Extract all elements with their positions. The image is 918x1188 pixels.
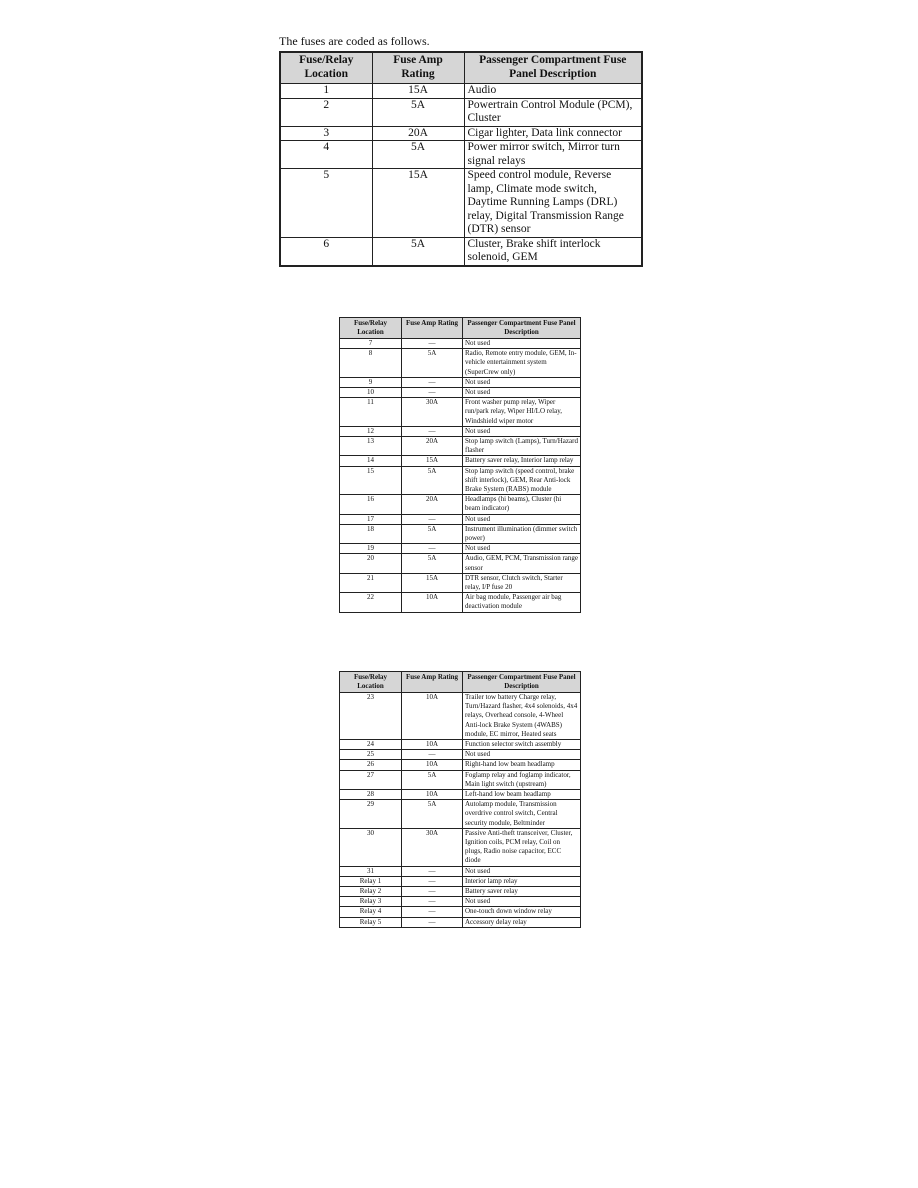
- table-row: [340, 544, 581, 554]
- cell-location: 13: [340, 437, 402, 456]
- cell-location: 23: [340, 693, 402, 740]
- table-row: [340, 917, 581, 927]
- table-row: [340, 426, 581, 436]
- table-row: [340, 466, 581, 495]
- cell-description: Powertrain Control Module (PCM), Cluster: [464, 98, 642, 126]
- table-row: [340, 760, 581, 770]
- cell-rating: 5A: [402, 770, 463, 789]
- header-description: Passenger Compartment Fuse Panel Description: [464, 52, 642, 84]
- table-row: [340, 790, 581, 800]
- table-row: [340, 495, 581, 514]
- cell-rating: —: [402, 544, 463, 554]
- table-row: [340, 800, 581, 829]
- header-location: Fuse/Relay Location: [340, 672, 402, 693]
- cell-description: Not used: [463, 750, 581, 760]
- cell-location: 12: [340, 426, 402, 436]
- cell-location: 24: [340, 740, 402, 750]
- table-row: [340, 750, 581, 760]
- cell-description: Passive Anti-theft transceiver, Cluster, Ignition coils, PCM relay, Coil on plugs, Radio noise capacitor, ECC diode: [463, 828, 581, 866]
- cell-rating: 5A: [402, 524, 463, 543]
- cell-description: Cluster, Brake shift interlock solenoid, GEM: [464, 237, 642, 266]
- cell-location: 2: [280, 98, 372, 126]
- cell-description: Foglamp relay and foglamp indicator, Main light switch (upstream): [463, 770, 581, 789]
- header-description: Passenger Compartment Fuse Panel Description: [463, 318, 581, 339]
- cell-description: Audio, GEM, PCM, Transmission range sensor: [463, 554, 581, 573]
- table-header-row: [280, 52, 642, 84]
- cell-description: DTR sensor, Clutch switch, Starter relay, I/P fuse 20: [463, 573, 581, 592]
- cell-location: Relay 3: [340, 897, 402, 907]
- cell-location: 9: [340, 377, 402, 387]
- cell-location: 4: [280, 141, 372, 169]
- cell-location: 14: [340, 456, 402, 466]
- cell-rating: 15A: [372, 169, 464, 238]
- cell-location: 3: [280, 126, 372, 141]
- header-rating: Fuse Amp Rating: [372, 52, 464, 84]
- table-row: [340, 593, 581, 612]
- table-row: [340, 388, 581, 398]
- cell-description: Audio: [464, 84, 642, 99]
- cell-location: 1: [280, 84, 372, 99]
- cell-rating: 5A: [402, 466, 463, 495]
- cell-location: 26: [340, 760, 402, 770]
- cell-rating: 20A: [402, 437, 463, 456]
- table-row: [340, 514, 581, 524]
- table-row: [280, 169, 642, 238]
- cell-description: Interior lamp relay: [463, 876, 581, 886]
- cell-rating: 5A: [402, 554, 463, 573]
- cell-rating: 15A: [402, 573, 463, 592]
- cell-rating: 15A: [372, 84, 464, 99]
- cell-location: 11: [340, 398, 402, 427]
- header-rating: Fuse Amp Rating: [402, 318, 463, 339]
- cell-location: 8: [340, 349, 402, 378]
- table-row: [340, 828, 581, 866]
- cell-description: Air bag module, Passenger air bag deactivation module: [463, 593, 581, 612]
- cell-description: Headlamps (hi beams), Cluster (hi beam indicator): [463, 495, 581, 514]
- cell-rating: —: [402, 887, 463, 897]
- cell-description: Radio, Remote entry module, GEM, In-vehicle entertainment system (SuperCrew only): [463, 349, 581, 378]
- table-row: [340, 740, 581, 750]
- cell-description: Function selector switch assembly: [463, 740, 581, 750]
- cell-rating: 30A: [402, 398, 463, 427]
- header-description: Passenger Compartment Fuse Panel Description: [463, 672, 581, 693]
- table-row: [340, 897, 581, 907]
- cell-description: Not used: [463, 897, 581, 907]
- cell-location: 18: [340, 524, 402, 543]
- table-header-row: [340, 318, 581, 339]
- cell-rating: 20A: [402, 495, 463, 514]
- cell-rating: 10A: [402, 693, 463, 740]
- cell-description: Cigar lighter, Data link connector: [464, 126, 642, 141]
- cell-location: Relay 4: [340, 907, 402, 917]
- table-row: [280, 84, 642, 99]
- cell-rating: 5A: [372, 141, 464, 169]
- cell-rating: 10A: [402, 760, 463, 770]
- cell-location: 17: [340, 514, 402, 524]
- table-row: [340, 693, 581, 740]
- table-row: [340, 770, 581, 789]
- table-row: [340, 437, 581, 456]
- cell-rating: —: [402, 866, 463, 876]
- cell-description: Left-hand low beam headlamp: [463, 790, 581, 800]
- table-row: [340, 377, 581, 387]
- cell-description: Not used: [463, 339, 581, 349]
- cell-rating: —: [402, 876, 463, 886]
- cell-location: 28: [340, 790, 402, 800]
- table-row: [340, 554, 581, 573]
- cell-description: Stop lamp switch (Lamps), Turn/Hazard flasher: [463, 437, 581, 456]
- cell-location: 22: [340, 593, 402, 612]
- cell-rating: —: [402, 388, 463, 398]
- cell-rating: —: [402, 907, 463, 917]
- cell-location: 21: [340, 573, 402, 592]
- cell-location: 10: [340, 388, 402, 398]
- header-location: Fuse/Relay Location: [340, 318, 402, 339]
- cell-location: 27: [340, 770, 402, 789]
- table-row: [340, 349, 581, 378]
- intro-text: The fuses are coded as follows.: [279, 34, 430, 48]
- cell-description: Autolamp module, Transmission overdrive control switch, Central security module, Beltminder: [463, 800, 581, 829]
- cell-description: Stop lamp switch (speed control, brake shift interlock), GEM, Rear Anti-lock Brake System (RABS) module: [463, 466, 581, 495]
- cell-description: Accessory delay relay: [463, 917, 581, 927]
- table-row: [280, 237, 642, 266]
- cell-location: 29: [340, 800, 402, 829]
- cell-location: 30: [340, 828, 402, 866]
- table-header-row: [340, 672, 581, 693]
- cell-rating: —: [402, 339, 463, 349]
- cell-rating: 5A: [402, 349, 463, 378]
- cell-description: Trailer tow battery Charge relay, Turn/Hazard flasher, 4x4 solenoids, 4x4 relays, Overhead console, 4-Wheel Anti-lock Brake System (4WABS) module, EC mirror, Heated seats: [463, 693, 581, 740]
- cell-rating: 30A: [402, 828, 463, 866]
- table-row: [280, 98, 642, 126]
- table-row: [340, 866, 581, 876]
- table-row: [340, 456, 581, 466]
- cell-rating: 10A: [402, 593, 463, 612]
- cell-description: Instrument illumination (dimmer switch power): [463, 524, 581, 543]
- cell-location: Relay 5: [340, 917, 402, 927]
- fuse-table-3: [339, 671, 581, 928]
- cell-location: 20: [340, 554, 402, 573]
- table-row: [340, 398, 581, 427]
- cell-rating: —: [402, 750, 463, 760]
- cell-location: 31: [340, 866, 402, 876]
- cell-location: 15: [340, 466, 402, 495]
- cell-location: 19: [340, 544, 402, 554]
- table-row: [340, 339, 581, 349]
- cell-description: Power mirror switch, Mirror turn signal relays: [464, 141, 642, 169]
- cell-rating: 5A: [402, 800, 463, 829]
- cell-location: 7: [340, 339, 402, 349]
- cell-description: Not used: [463, 377, 581, 387]
- cell-rating: —: [402, 897, 463, 907]
- cell-location: Relay 1: [340, 876, 402, 886]
- cell-location: Relay 2: [340, 887, 402, 897]
- cell-description: Not used: [463, 866, 581, 876]
- cell-rating: 5A: [372, 237, 464, 266]
- cell-location: 16: [340, 495, 402, 514]
- cell-description: Battery saver relay: [463, 887, 581, 897]
- cell-description: Not used: [463, 514, 581, 524]
- cell-description: Right-hand low beam headlamp: [463, 760, 581, 770]
- cell-rating: 15A: [402, 456, 463, 466]
- cell-description: Not used: [463, 388, 581, 398]
- cell-description: One-touch down window relay: [463, 907, 581, 917]
- cell-description: Not used: [463, 426, 581, 436]
- table-row: [340, 887, 581, 897]
- cell-rating: 5A: [372, 98, 464, 126]
- cell-description: Speed control module, Reverse lamp, Climate mode switch, Daytime Running Lamps (DRL) relay, Digital Transmission Range (DTR) sensor: [464, 169, 642, 238]
- table-row: [340, 876, 581, 886]
- header-location: Fuse/Relay Location: [280, 52, 372, 84]
- cell-rating: 20A: [372, 126, 464, 141]
- cell-rating: 10A: [402, 740, 463, 750]
- table-row: [340, 573, 581, 592]
- fuse-table-2: [339, 317, 581, 613]
- cell-description: Front washer pump relay, Wiper run/park relay, Wiper HI/LO relay, Windshield wiper motor: [463, 398, 581, 427]
- fuse-table-1: [279, 51, 643, 267]
- cell-rating: —: [402, 514, 463, 524]
- cell-location: 5: [280, 169, 372, 238]
- table-row: [280, 126, 642, 141]
- cell-rating: —: [402, 426, 463, 436]
- cell-rating: —: [402, 917, 463, 927]
- header-rating: Fuse Amp Rating: [402, 672, 463, 693]
- table-row: [280, 141, 642, 169]
- cell-location: 25: [340, 750, 402, 760]
- cell-description: Not used: [463, 544, 581, 554]
- cell-rating: —: [402, 377, 463, 387]
- cell-location: 6: [280, 237, 372, 266]
- table-row: [340, 524, 581, 543]
- cell-description: Battery saver relay, Interior lamp relay: [463, 456, 581, 466]
- cell-rating: 10A: [402, 790, 463, 800]
- table-row: [340, 907, 581, 917]
